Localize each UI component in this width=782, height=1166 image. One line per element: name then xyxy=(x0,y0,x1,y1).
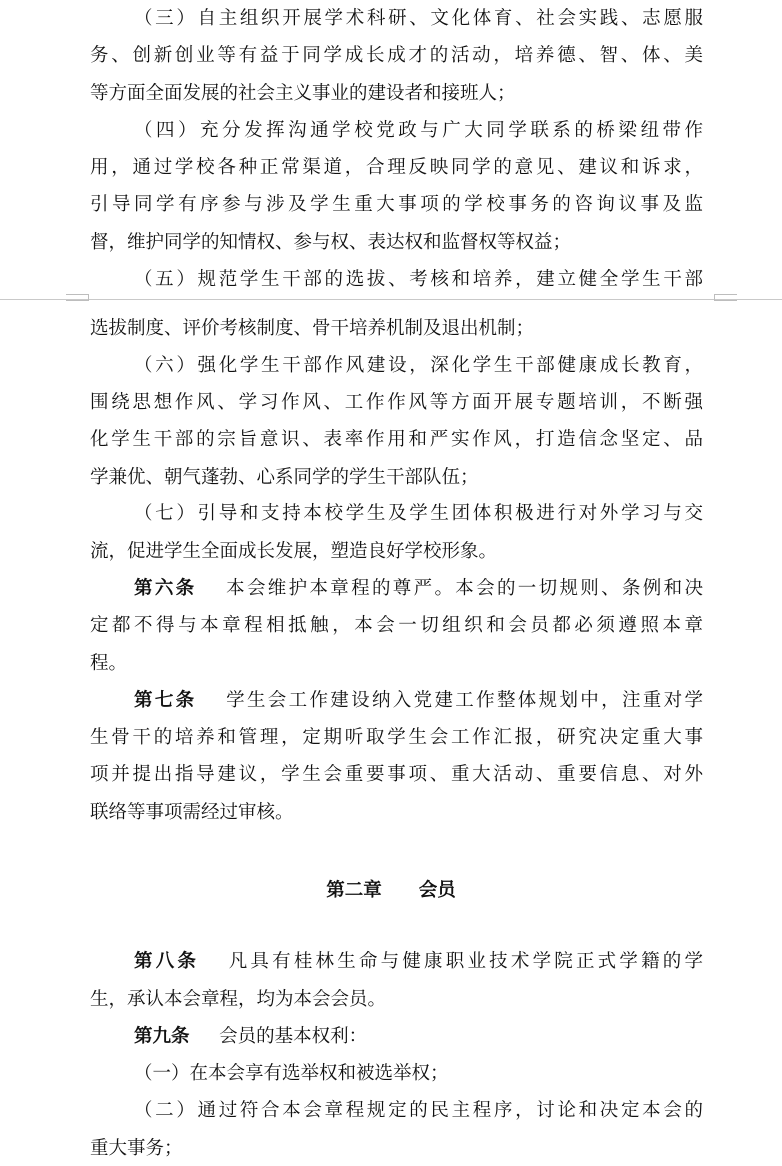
text-line xyxy=(90,392,703,414)
text-line xyxy=(134,690,703,712)
text-line xyxy=(134,269,703,291)
line-text: （五）规范学生干部的选拔、考核和培养，建立健全学生干部 xyxy=(134,269,703,290)
text-line xyxy=(134,1026,367,1048)
line-text: （二）通过符合本会章程规定的民主程序，讨论和决定本会的 xyxy=(134,1100,703,1121)
page-break-line xyxy=(0,299,782,300)
text-line xyxy=(90,157,703,179)
line-text: 本会维护本章程的尊严。本会的一切规则、条例和决 xyxy=(226,578,703,599)
line-text: 项并提出指导建议，学生会重要事项、重大活动、重要信息、对外 xyxy=(90,764,703,785)
text-line xyxy=(90,467,479,489)
line-text: （四）充分发挥沟通学校党政与广大同学联系的桥梁纽带作 xyxy=(134,120,703,141)
line-text: 等方面全面发展的社会主义事业的建设者和接班人； xyxy=(90,83,516,104)
text-line xyxy=(90,989,386,1011)
line-text: （一）在本会享有选举权和被选举权； xyxy=(134,1063,449,1084)
text-line xyxy=(90,1138,183,1160)
line-text: 生骨干的培养和管理，定期听取学生会工作汇报，研究决定重大事 xyxy=(90,727,703,748)
text-line xyxy=(90,194,703,216)
text-line xyxy=(134,8,703,30)
line-text: 选拔制度、评价考核制度、骨干培养机制及退出机制； xyxy=(90,318,535,339)
line-text: （三）自主组织开展学术科研、文化体育、社会实践、志愿服 xyxy=(134,8,703,29)
line-text: 围绕思想作风、学习作风、工作作风等方面开展专题培训，不断强 xyxy=(90,392,703,413)
line-text: 定都不得与本章程相抵触，本会一切组织和会员都必须遵照本章 xyxy=(90,615,703,636)
text-line xyxy=(134,120,703,142)
text-line xyxy=(134,503,703,525)
line-text: 流，促进学生全面成长发展，塑造良好学校形象。 xyxy=(90,541,498,562)
text-line xyxy=(90,429,703,451)
line-text: 化学生干部的宗旨意识、表率作用和严实作风，打造信念坚定、品 xyxy=(90,429,703,450)
line-text: 凡具有桂林生命与健康职业技术学院正式学籍的学 xyxy=(228,951,703,972)
text-line xyxy=(90,727,703,749)
text-line xyxy=(134,1100,703,1122)
line-text: 联络等事项需经过审核。 xyxy=(90,802,294,823)
text-line xyxy=(90,45,703,67)
line-text: 用，通过学校各种正常渠道，合理反映同学的意见、建议和诉求， xyxy=(90,157,703,178)
page-corner-mark-right xyxy=(714,294,737,301)
line-text: （七）引导和支持本校学生及学生团体积极进行对外学习与交 xyxy=(134,503,703,524)
text-line xyxy=(90,653,127,675)
line-text: 学生会工作建设纳入党建工作整体规划中，注重对学 xyxy=(226,690,703,711)
text-line xyxy=(134,355,703,377)
article-number: 第七条 xyxy=(134,690,197,711)
line-text: 引导同学有序参与涉及学生重大事项的学校事务的咨询议事及监 xyxy=(90,194,703,215)
article-number: 第六条 xyxy=(134,578,197,599)
line-text: 督，维护同学的知情权、参与权、表达权和监督权等权益； xyxy=(90,232,572,253)
article-number: 第九条 xyxy=(134,1026,190,1047)
line-text: 重大事务； xyxy=(90,1138,183,1159)
article-number: 第八条 xyxy=(134,951,200,972)
line-text: 会员的基本权利： xyxy=(219,1026,368,1047)
text-line xyxy=(90,802,294,824)
text-line xyxy=(90,615,703,637)
text-line xyxy=(90,541,497,563)
line-text: 生，承认本会章程，均为本会会员。 xyxy=(90,989,387,1010)
text-line xyxy=(90,232,571,254)
text-line xyxy=(134,1063,449,1085)
line-text: 务、创新创业等有益于同学成长成才的活动，培养德、智、体、美 xyxy=(90,45,703,66)
text-line xyxy=(134,578,703,600)
text-line xyxy=(90,318,534,340)
chapter-heading: 第二章 会员 xyxy=(326,880,456,901)
line-text: 学兼优、朝气蓬勃、心系同学的学生干部队伍； xyxy=(90,467,479,488)
line-text: 程。 xyxy=(90,653,128,674)
text-line xyxy=(90,764,703,786)
page-corner-mark-left xyxy=(66,294,89,301)
line-text: （六）强化学生干部作风建设，深化学生干部健康成长教育， xyxy=(134,355,703,376)
text-line xyxy=(90,83,516,105)
text-line xyxy=(134,951,703,973)
